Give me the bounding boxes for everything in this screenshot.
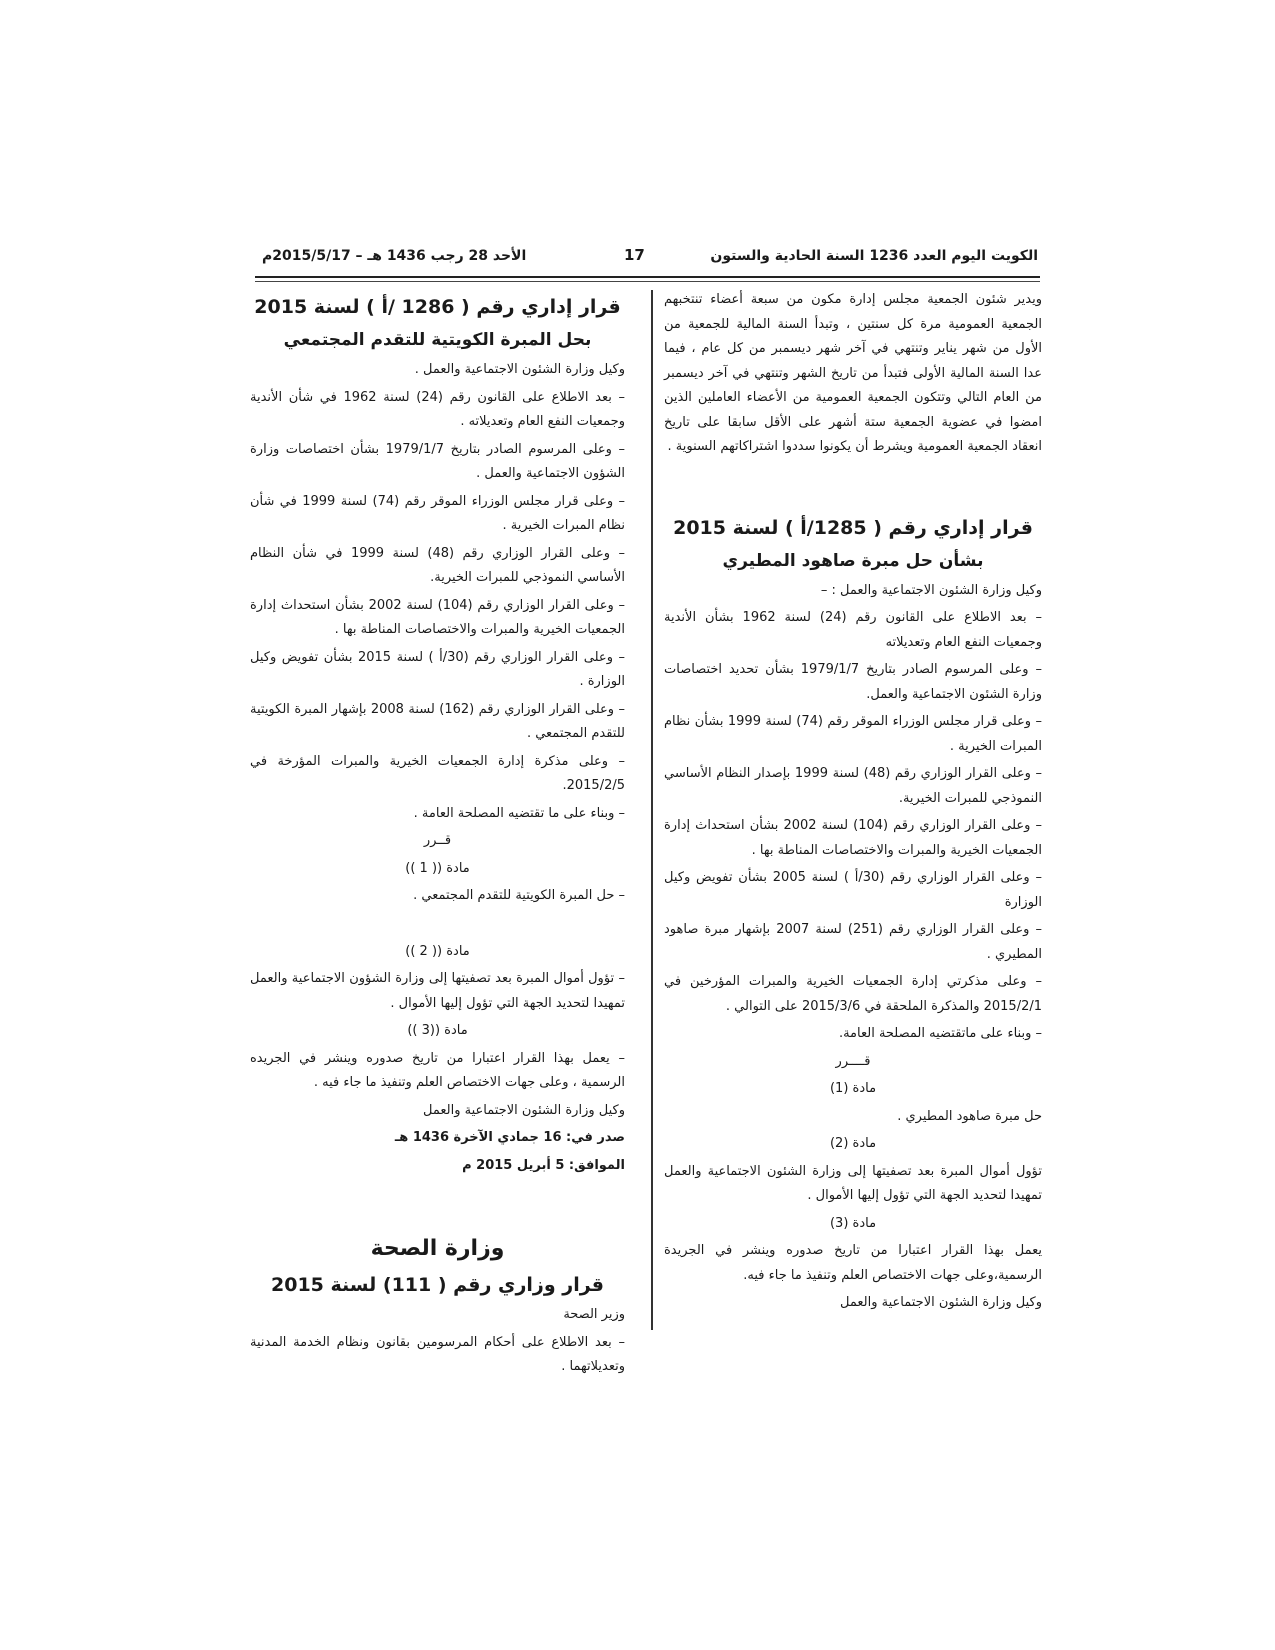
article-3-text-1285: يعمل بهذا القرار اعتبارا من تاريخ صدوره وينشر في الجريدة الرسمية،وعلى جهات الاختصاص العلم وتنفيذ ما جاء فيه. bbox=[664, 1243, 1042, 1283]
recital-1285-3: – وعلى قرار مجلس الوزراء الموقر رقم (74) لسنة 1999 بشأن نظام المبرات الخيرية . bbox=[664, 714, 1043, 754]
issuer-111: وزير الصحة bbox=[563, 1307, 625, 1322]
issuer-1285: وكيل وزارة الشئون الاجتماعية والعمل : – bbox=[820, 582, 1042, 598]
signature-1285: وكيل وزارة الشئون الاجتماعية والعمل bbox=[840, 1295, 1042, 1310]
article-3-text-1286: – يعمل بهذا القرار اعتبارا من تاريخ صدوره وينشر في الجريده الرسمية ، وعلى جهات الاختصاص العلم وتنفيذ ما جاء فيه . bbox=[250, 1050, 625, 1090]
article-1-label-1285: مادة (1) bbox=[829, 1081, 877, 1096]
recital-1286-4: – وعلى القرار الوزاري رقم (48) لسنة 1999 في شأن النظام الأساسي النموذجي للمبرات الخيرية. bbox=[250, 545, 625, 585]
page-header bbox=[258, 244, 1038, 274]
recital-1285-8: – وعلى مذكرتي إدارة الجمعيات الخيرية والمبرات المؤرخين في 2015/2/1 والمذكرة الملحقة في 2015/3/6 على التوالي . bbox=[664, 974, 1042, 1014]
decided-1285: قــــرر bbox=[835, 1053, 871, 1069]
recital-1286-9: – وبناء على ما تقتضيه المصلحة العامة . bbox=[413, 805, 625, 821]
signature-1286: وكيل وزارة الشئون الاجتماعية والعمل bbox=[423, 1102, 625, 1118]
header-rule-thick bbox=[255, 276, 1040, 278]
article-1-text-1285: حل مبرة صاهود المطيري . bbox=[897, 1108, 1042, 1124]
intro-paragraph: ويدير شئون الجمعية مجلس إدارة مكون من سبعة أعضاء تنتخبهم الجمعية العمومية مرة كل سنتين ، وتبدأ السنة المالية للجمعية من الأول من شهر يناير وتنتهي في آخر شهر ديسمبر من كل عام ، فيما عدا السنة المالية الأولى فتبدأ من تاريخ الشهر وتنتهي في آخر ديسمبر من العام التالي وتتكون الجمعية العمومية من الأعضاء العاملين الذين امضوا في عضوية الجمعية ستة أشهر على الأقل سابقا على تاريخ انعقاد الجمعية العمومية ويشرط أن يكونوا سددوا اشتراكاتهم السنوية . bbox=[664, 292, 1042, 454]
left-column bbox=[250, 292, 625, 1383]
decree-title-1285: قرار إداري رقم ( 1285/أ ) لسنة 2015 bbox=[673, 516, 1033, 539]
decree-title-111: قرار وزاري رقم ( 111) لسنة 2015 bbox=[271, 1274, 604, 1296]
decree-title-1286: قرار إداري رقم ( 1286 /أ ) لسنة 2015 bbox=[254, 296, 621, 318]
ministry-heading: وزارة الصحة bbox=[370, 1236, 505, 1261]
recital-1286-5: – وعلى القرار الوزاري رقم (104) لسنة 2002 بشأن استحداث إدارة الجمعيات الخيرية والمبرات والاختصاصات المناطة بها . bbox=[250, 597, 625, 637]
recital-1286-7: – وعلى القرار الوزاري رقم (162) لسنة 2008 بإشهار المبرة الكويتية للتقدم المجتمعي . bbox=[250, 701, 625, 741]
page-number: 17 bbox=[624, 246, 645, 264]
recital-1285-6: – وعلى القرار الوزاري رقم (30/أ ) لسنة 2005 بشأن تفويض وكيل الوزارة bbox=[664, 870, 1042, 910]
recital-1286-1: – بعد الاطلاع على القانون رقم (24) لسنة 1962 في شأن الأندية وجمعيات النفع العام وتعديلاته . bbox=[250, 389, 626, 429]
article-3-label-1285: مادة (3) bbox=[829, 1215, 877, 1231]
recital-1285-9: – وبناء على ماتقتضيه المصلحة العامة. bbox=[838, 1026, 1042, 1041]
decided-1286: قــرر bbox=[423, 833, 452, 848]
right-column bbox=[664, 288, 1042, 1319]
issued-on-1286: صدر في: 16 جمادي الآخرة 1436 هـ bbox=[394, 1130, 625, 1145]
decree-subtitle-1285: بشأن حل مبرة صاهود المطيري bbox=[722, 550, 984, 571]
article-2-label-1285: مادة (2) bbox=[829, 1136, 877, 1151]
header-date: الأحد 28 رجب 1436 هـ – 2015/5/17م bbox=[262, 248, 527, 264]
recital-1286-6: – وعلى القرار الوزاري رقم (30/أ ) لسنة 2015 بشأن تفويض وكيل الوزارة . bbox=[250, 649, 625, 689]
header-issue-info: الكويت اليوم العدد 1236 السنة الحادية والستون bbox=[710, 248, 1038, 264]
recital-111-1: – بعد الاطلاع على أحكام المرسومين بقانون ونظام الخدمة المدنية وتعديلاتهما . bbox=[250, 1334, 625, 1374]
corresponding-date-1286: الموافق: 5 أبريل 2015 م bbox=[462, 1157, 625, 1173]
recital-1286-2: – وعلى المرسوم الصادر بتاريخ 1979/1/7 بشأن اختصاصات وزارة الشؤون الاجتماعية والعمل . bbox=[250, 441, 626, 481]
recital-1285-7: – وعلى القرار الوزاري رقم (251) لسنة 2007 بإشهار مبرة صاهود المطيري . bbox=[664, 922, 1042, 962]
recital-1285-1: – بعد الاطلاع على القانون رقم (24) لسنة 1962 بشأن الأندية وجمعيات النفع العام وتعديلاته bbox=[664, 610, 1042, 650]
recital-1285-5: – وعلى القرار الوزاري رقم (104) لسنة 2002 بشأن استحداث إدارة الجمعيات الخيرية والمبرات والاختصاصات المناطة بها . bbox=[664, 818, 1042, 858]
column-divider bbox=[651, 290, 653, 1330]
article-2-text-1285: تؤول أموال المبرة بعد تصفيتها إلى وزارة الشئون الاجتماعية والعمل تمهيدا لتحديد الجهة التي تؤول إليها الأموال . bbox=[664, 1163, 1042, 1203]
article-1-text-1286: – حل المبرة الكويتية للتقدم المجتمعي . bbox=[413, 888, 625, 903]
recital-1286-8: – وعلى مذكرة إدارة الجمعيات الخيرية والمبرات المؤرخة في 2015/2/5. bbox=[250, 753, 625, 793]
recital-1285-2: – وعلى المرسوم الصادر بتاريخ 1979/1/7 بشأن تحديد اختصاصات وزارة الشئون الاجتماعية والعمل. bbox=[664, 662, 1042, 702]
article-3-label-1286: مادة ((3 )) bbox=[407, 1023, 468, 1038]
recital-1285-4: – وعلى القرار الوزاري رقم (48) لسنة 1999 بإصدار النظام الأساسي النموذجي للمبرات الخيرية. bbox=[664, 766, 1042, 806]
header-rule-thin bbox=[255, 281, 1040, 282]
recital-1286-3: – وعلى قرار مجلس الوزراء الموقر رقم (74) لسنة 1999 في شأن نظام المبرات الخيرية . bbox=[250, 493, 625, 533]
article-2-text-1286: – تؤول أموال المبرة بعد تصفيتها إلى وزارة الشؤون الاجتماعية والعمل تمهيدا لتحديد الجهة التي تؤول إليها الأموال . bbox=[250, 971, 625, 1011]
article-2-label-1286: مادة (( 2 )) bbox=[405, 943, 470, 959]
article-1-label-1286: مادة (( 1 )) bbox=[405, 860, 470, 876]
decree-subtitle-1286: بحل المبرة الكويتية للتقدم المجتمعي bbox=[283, 330, 592, 350]
issuer-1286: وكيل وزارة الشئون الاجتماعية والعمل . bbox=[414, 362, 625, 377]
